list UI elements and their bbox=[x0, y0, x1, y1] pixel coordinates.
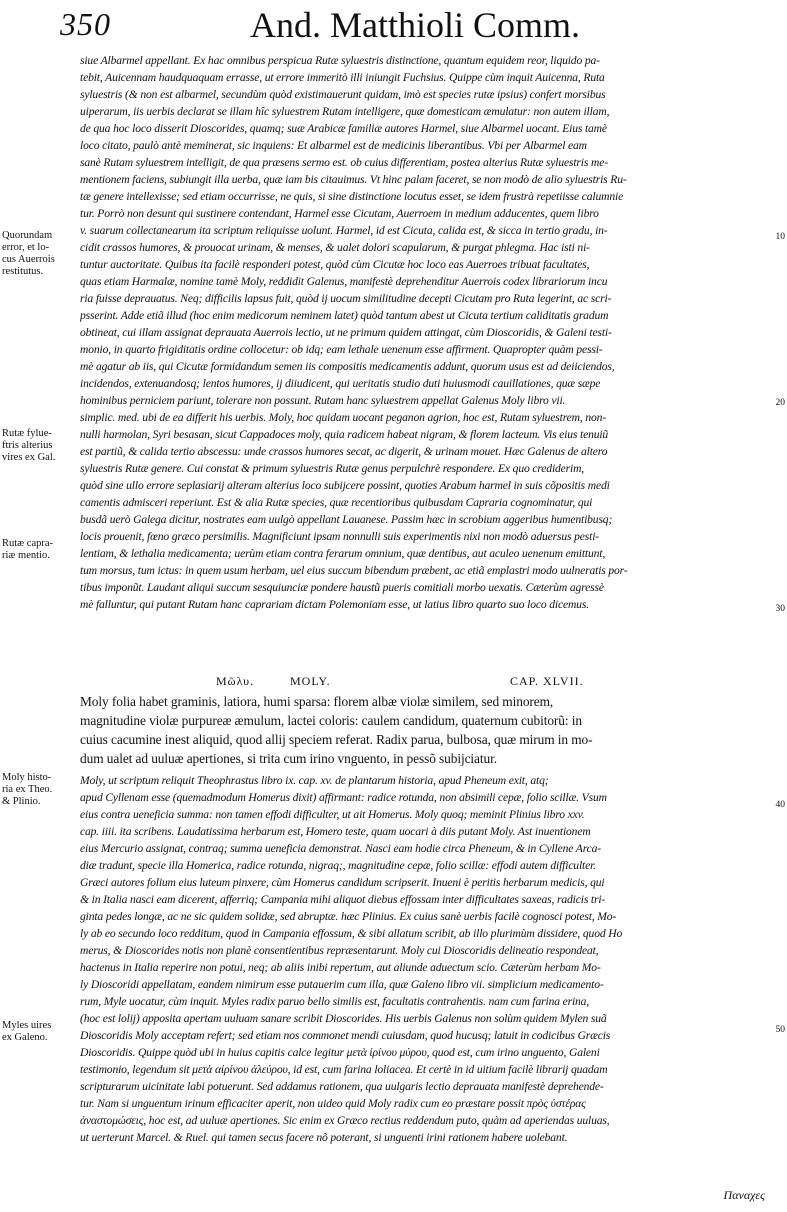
dioscorides-text-block bbox=[80, 692, 766, 768]
text-line: ἀναστομώσεις, hoc est, ad uuluæ apertiones. Sic enim ex Græco rectius reddendum puto, quàm ad aperiendas uuluas, bbox=[80, 1114, 610, 1127]
text-line: rum, Myle uocatur, cùm inquit. Myles radix paruo bello similis est, facultatis contrahentis. nam cum farina erina, bbox=[80, 995, 590, 1008]
margin-note-rutae-caprariae bbox=[2, 538, 76, 562]
chapter-latin-title: MOLY. bbox=[290, 674, 331, 688]
text-line: loco citato, paulò antè meminerat, sic inquiens: Et albarmel est de medicinis liberantibus. Vbi per Albarmel eam bbox=[80, 139, 587, 152]
text-line: est partiũ, & calida tertio abscessu: unde crassos humores secat, ac digerit, & urinam mouet. Hæc Galenus de altero bbox=[80, 445, 608, 458]
text-line: busdã uerò Galega dicitur, nostrates eam uulgò appellant Lauanese. Passim hæc in scrobium aggeribus humentibusq; bbox=[80, 513, 613, 526]
text-line: psserint. Adde etiã illud (hoc enim medicorum neminem latet) quòd tantum abest ut Cicuta tertium caliditatis gradum bbox=[80, 309, 609, 322]
margin-note-line: ex Galeno. bbox=[2, 1032, 48, 1043]
text-line: v. suarum collectanearum ita scriptum reliquisse uolunt. Harmel, id est Cicuta, calida est, & sicca in tertio gradu, in- bbox=[80, 224, 608, 237]
text-line: eius contra ueneficia summa: non tamen effodi difficulter, ut ait Homerus. Moly quoq; meminit Plinius libro xxv. bbox=[80, 808, 585, 821]
text-line: locis prouenit, fœno græco persimilis. Magnificiunt ipsam nonnulli suis experimentis nixi non modò aduersus pesti- bbox=[80, 530, 599, 543]
text-line: cap. iiii. ita scribens. Laudatissima herbarum est, Homero teste, quam uocari à diis putant Moly. Ast inuentionem bbox=[80, 825, 591, 838]
text-line: de qua hoc loco disserit Dioscorides, quamq; suæ Arabicæ familiæ autores Harmel, siue Albarmel uocant. Eius tamè bbox=[80, 122, 607, 135]
text-line: merus, & Dioscorides notis non planè consentientibus repræsentarunt. Moly cui Dioscoridis delineatio respondeat, bbox=[80, 944, 599, 957]
margin-note-line: Rutæ fylue- bbox=[2, 428, 52, 439]
text-line: mè agatur ab iis, qui Cicutæ formidandum semen iis compositis medicamentis addunt, quorum usus est ad deiiciendos, bbox=[80, 360, 615, 373]
margin-note-moly-historia bbox=[2, 772, 76, 808]
chapter-number: CAP. XLVII. bbox=[510, 674, 584, 688]
text-line: ly ab eo secundo loco redditum, quod in Campania effossum, & sibi allatum scribit, ab illo plurimùm dissidere, quod Ho bbox=[80, 927, 623, 940]
margin-note-quorundam bbox=[2, 230, 76, 278]
line-number-10: 10 bbox=[775, 232, 785, 242]
margin-note-line: & Plinio. bbox=[2, 796, 41, 807]
text-line: hactenus in Italia reperire non potui, neq; ab aliis inibi repertum, aut aliunde aduectum scio. Cæterùm herbam Mo- bbox=[80, 961, 601, 974]
text-line: tur. Porrò non desunt qui sustinere contendant, Harmel esse Cicutam, Auerroem in medium adducentes, quem libro bbox=[80, 207, 599, 220]
margin-note-line: riæ mentio. bbox=[2, 550, 50, 561]
text-line: eius Mercurio assignat, contraq; summa ueneficia demonstrat. Nasci eam hodie circa Pheneum, & in Cyllene Arca- bbox=[80, 842, 602, 855]
text-line: dum ualet ad uuluæ apertiones, si trita cum irino vnguento, in pessõ subijciatur. bbox=[80, 751, 497, 766]
text-line: lentiam, & lethalia medicamenta; uerùm etiam contra ferarum omnium, quæ dentibus, aut aculeo uenenum emittunt, bbox=[80, 547, 606, 560]
line-number-20: 20 bbox=[775, 398, 785, 408]
line-number-30: 30 bbox=[775, 604, 785, 614]
chapter-heading bbox=[80, 674, 766, 692]
margin-note-line: Myles uires bbox=[2, 1020, 52, 1031]
text-line: scripturarum uicinitate labi potuerunt. Sed addamus rationem, qua uulgaris lectio deprauata manifestè deprehende- bbox=[80, 1080, 604, 1093]
text-line: diæ tradunt, specie illa Homerica, radice rotunda, nigraq;, magnitudine cepæ, folio scillæ: effodi autem difficulter. bbox=[80, 859, 596, 872]
text-line: nulli harmolan, Syri besasan, sicut Cappadoces moly, quia radicem habeat nigram, & florem lacteum. Vis eius tenuiũ bbox=[80, 428, 609, 441]
catchword: Παναχες bbox=[723, 1188, 765, 1202]
commentary-block-2 bbox=[80, 772, 766, 1146]
margin-note-line: Moly histo- bbox=[2, 772, 52, 783]
text-line: tur. Nam si unguentum irinum efficaciter aperit, non uideo quid Moly radix cum eo præstare possit πρὸς ὑστέρας bbox=[80, 1097, 586, 1110]
text-line: Moly, ut scriptum reliquit Theophrastus libro ix. cap. xv. de plantarum historia, apud Pheneum exit, atq; bbox=[80, 774, 549, 787]
margin-note-line: restitutus. bbox=[2, 266, 44, 277]
text-line: quas etiam Harmalæ, nomine tamè Moly, reddidit Galenus, manifestè deprehenditur Auerrois codex librariorum incu bbox=[80, 275, 608, 288]
margin-note-line: error, et lo- bbox=[2, 242, 50, 253]
text-line: simplic. med. ubi de ea differit his uerbis. Moly, hoc quidam uocant peganon agrion, hoc est, Rutam syluestrem, non- bbox=[80, 411, 607, 424]
text-line: syluestris (& non est albarmel, secundùm quòd existimauerunt quidam, imò est species rutæ ipsius) confert morsibus bbox=[80, 88, 606, 101]
text-line: & in Italia nasci eam dicerent, afferriq; Campania mihi aliquot diebus effossam inter difficultates saxeas, radicis tri- bbox=[80, 893, 606, 906]
text-line: sanè Rutam syluestrem intelligit, de qua præsens sermo est. ob cuius differentiam, postea alterius Rutæ syluestris me- bbox=[80, 156, 608, 169]
line-numbers bbox=[767, 0, 787, 1212]
commentary-block-1 bbox=[80, 52, 766, 613]
text-line: cidit crassos humores, & prouocat urinam, & menses, & ualet dolori scapularum, & purgat phlegma. Hac isti ni- bbox=[80, 241, 590, 254]
text-line: ut uerterunt Marcel. & Ruel. qui tamen secus facere nõ poterant, si unguenti irini rationem habere uolebant. bbox=[80, 1131, 568, 1144]
text-line: mentionem faciens, subiungit illa uerba, quæ iam bis citauimus. Vt hinc palam faceret, se non modò de alio syluestris Ru- bbox=[80, 173, 627, 186]
text-line: monio, in quarto frigiditatis ordine collocetur: ob idq; eam lethale uenenum esse affirment. Quapropter quàm pessi- bbox=[80, 343, 603, 356]
margin-note-line: Quorundam bbox=[2, 230, 53, 241]
page-header bbox=[60, 6, 760, 52]
text-line: Dioscoridis. Quippe quòd ubi in huius capitis calce legitur μετὰ ἰρίνου μύρου, quod est, cum irino unguento, Galeni bbox=[80, 1046, 600, 1059]
page-number: 350 bbox=[60, 6, 111, 42]
text-line: tæ genere intellexisse; sed etiam occurrisse, ne quis, si sine distinctione locutus esset, se idem frustrà repetiisse calumnie bbox=[80, 190, 624, 203]
text-line: camentis admisceri reperiunt. Est & alia Rutæ species, quæ recentioribus quibusdam Capraria cognominatur, qui bbox=[80, 496, 593, 509]
chapter-greek-title: Μῶλυ. bbox=[216, 674, 255, 688]
margin-note-line: Rutæ capra- bbox=[2, 538, 54, 549]
text-line: magnitudine violæ purpureæ æmulum, lactei coloris: caulem candidum, quaternum cubitorũ: in bbox=[80, 713, 582, 728]
line-number-50: 50 bbox=[775, 1025, 785, 1035]
text-line: Græci autores folium eius luteum pinxere, cùm Homerus candidum scripserit. Inueni è peritis herbarum medicis, qui bbox=[80, 876, 605, 889]
text-line: tuntur auctoritate. Quibus ita facilè responderi potest, quòd cùm Cicutæ hoc loco eas Auerroes tribuat facultates, bbox=[80, 258, 590, 271]
text-line: cuius cacumine inest aliquid, quod allij speciem referat. Radix parua, bulbosa, quæ mirum in mo- bbox=[80, 732, 593, 747]
text-line: uiperarum, iis uerbis declarat se illam hîc syluestrem Rutam intelligere, quæ domesticam æmulatur: non autem illam, bbox=[80, 105, 610, 118]
margin-note-line: vires ex Gal. bbox=[2, 452, 56, 463]
margin-note-rutae-syluestris bbox=[2, 428, 76, 464]
text-line: incidendos, extenuandosq; lentos humores, ij diiudicent, qui ueritatis studio duti huiusmodi cauillationes, quæ sæpe bbox=[80, 377, 601, 390]
text-line: Dioscoridis Moly acceptam refert; sed etiam nos commonet mendi cuiusdam, quod hucusq; latuit in codicibus Græcis bbox=[80, 1029, 611, 1042]
margin-note-line: ftris alterius bbox=[2, 440, 53, 451]
text-line: tebit, Auicennam haudquaquam errasse, ut errore immeritò illi iniungit Fuchsius. Quippe cùm inquit Auicenna, Ruta bbox=[80, 71, 605, 84]
text-line: syluestris Rutæ genere. Cui constat & primum syluestris Rutæ genus perpulchrè respondere. Ex quo crediderim, bbox=[80, 462, 585, 475]
text-line: obtineat, cui illam assignat deprauata Auerrois lectio, ut ne primum quidem attingat, cùm Dioscoridis, & Galeni testi- bbox=[80, 326, 612, 339]
text-line: hominibus perniciem pariunt, tolerare non possunt. Rutam hanc syluestrem appellat Galenus Moly libro vii. bbox=[80, 394, 566, 407]
text-line: quòd sine ullo errore seplasiarij alteram alterius loco subijcere possint, quoties Arabum harmel in suis cõpositis medi bbox=[80, 479, 610, 492]
text-line: siue Albarmel appellant. Ex hac omnibus perspicua Rutæ syluestris distinctione, quantum equidem reor, liquido pa- bbox=[80, 54, 600, 67]
text-line: testimonio, legendum sit μετὰ αἰρίνου ἀλεύρου, id est, cum farina loliacea. Et certè in id uitium facilè librarij quadam bbox=[80, 1063, 608, 1076]
margin-note-line: ria ex Theo. bbox=[2, 784, 53, 795]
text-line: ly Dioscoridi appellatam, eandem nimirum esse putauerim cum illa, quæ Galeno libro vii. simplicium medicamento- bbox=[80, 978, 604, 991]
margin-note-line: cus Auerrois bbox=[2, 254, 55, 265]
text-line: apud Cyllenam esse (quemadmodum Homerus dixit) affirmant: radice rotunda, non absimili cepæ, folio scillæ. Vsum bbox=[80, 791, 607, 804]
text-line: tibus imponũt. Laudant aliqui succum sesquiunciæ pondere haustũ pueris comitiali morbo uexatis. Cæterùm agressè bbox=[80, 581, 604, 594]
text-line: tum morsus, tum ictus: in quem usum herbam, uel eius succum bibendum præbent, ac etiã emplastri modo uulneratis por- bbox=[80, 564, 628, 577]
margin-note-myles-uires bbox=[2, 1020, 76, 1044]
text-line: (hoc est lolij) apposita apertam uuluam sanare scribit Dioscorides. His uerbis Galenus non solùm quidem Mylen suã bbox=[80, 1012, 607, 1025]
text-line: Moly folia habet graminis, latiora, humi sparsa: florem albæ violæ similem, sed minorem, bbox=[80, 694, 554, 709]
text-line: ginta pedes longæ, ac ne sic quidem solidæ, sed abruptæ. hæc Plinius. Ex cuius sanè uerbis facilè cognosci potest, Mo- bbox=[80, 910, 617, 923]
left-margin bbox=[2, 0, 76, 1212]
running-title: And. Matthioli Comm. bbox=[250, 5, 581, 45]
line-number-40: 40 bbox=[775, 800, 785, 810]
text-line: ria fuisse deprauatus. Neq; difficilis lapsus fuit, quòd ij uocum similitudine decepti Cicutam pro Ruta legerint, ac scri- bbox=[80, 292, 612, 305]
text-line: mè falluntur, qui putant Rutam hanc caprariam dictam Polemoniam esse, ut latius libro quarto suo loco dicemus. bbox=[80, 598, 589, 611]
